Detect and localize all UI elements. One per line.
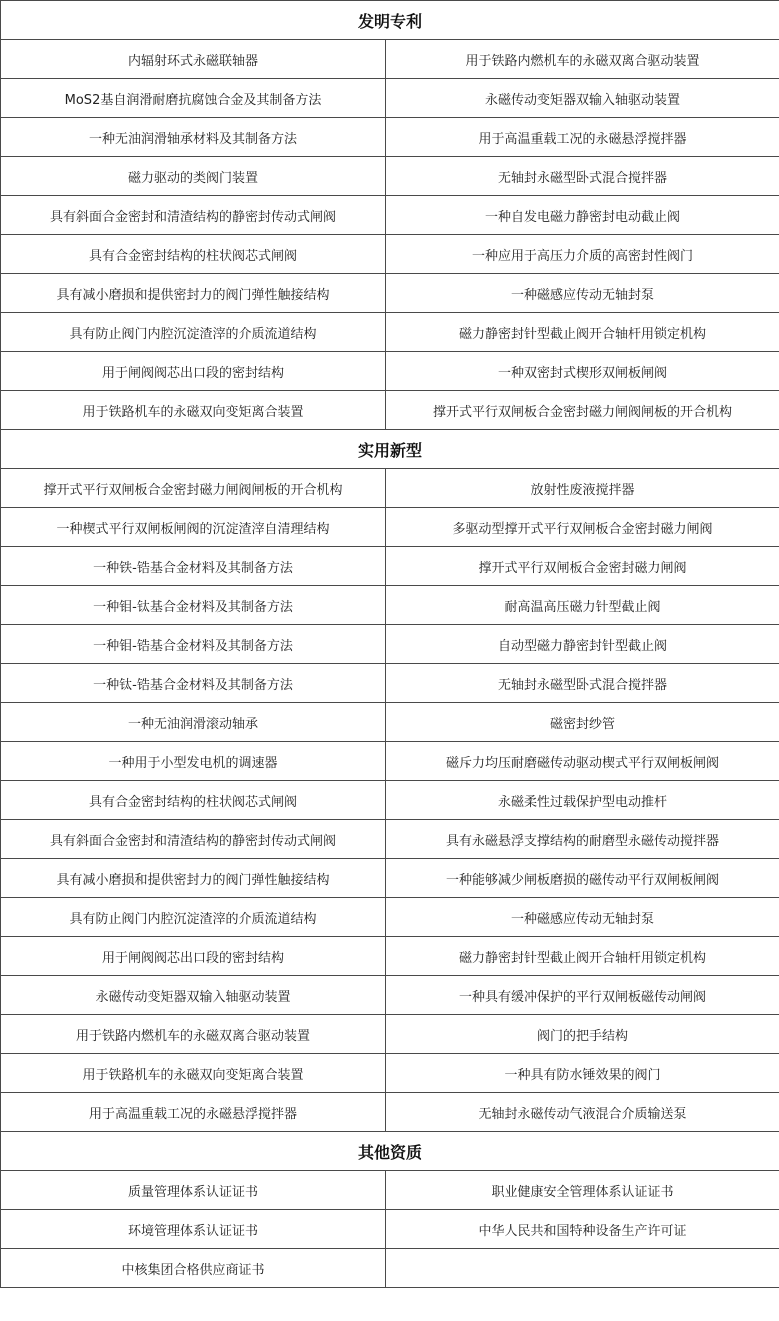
right-item-cell: 多驱动型撑开式平行双闸板合金密封磁力闸阀 <box>386 508 779 547</box>
right-item-cell: 阀门的把手结构 <box>386 1015 779 1054</box>
right-item-cell: 磁力静密封针型截止阀开合轴杆用锁定机构 <box>386 937 779 976</box>
table-row <box>1 820 779 859</box>
table-row <box>1 976 779 1015</box>
section-invention-patents-header-row <box>1 1 779 40</box>
table-row <box>1 703 779 742</box>
table-row <box>1 469 779 508</box>
table-row <box>1 118 779 157</box>
left-item-cell: 具有合金密封结构的柱状阀芯式闸阀 <box>1 781 386 820</box>
right-item-cell: 一种具有防水锤效果的阀门 <box>386 1054 779 1093</box>
section-other-qualifications-header-row <box>1 1132 779 1171</box>
left-item-cell: 具有防止阀门内腔沉淀渣滓的介质流道结构 <box>1 313 386 352</box>
left-item-cell: 用于高温重载工况的永磁悬浮搅拌器 <box>1 1093 386 1132</box>
table-row <box>1 508 779 547</box>
left-item-cell: 磁力驱动的类阀门装置 <box>1 157 386 196</box>
left-item-cell: 中核集团合格供应商证书 <box>1 1249 386 1288</box>
left-item-cell: 内辐射环式永磁联轴器 <box>1 40 386 79</box>
left-item-cell: 用于铁路内燃机车的永磁双离合驱动装置 <box>1 1015 386 1054</box>
table-row <box>1 742 779 781</box>
right-item-cell: 磁密封纱管 <box>386 703 779 742</box>
table-row <box>1 1171 779 1210</box>
table-row <box>1 274 779 313</box>
left-item-cell: 一种无油润滑滚动轴承 <box>1 703 386 742</box>
right-item-cell: 磁力静密封针型截止阀开合轴杆用锁定机构 <box>386 313 779 352</box>
right-item-cell: 中华人民共和国特种设备生产许可证 <box>386 1210 779 1249</box>
right-item-cell: 职业健康安全管理体系认证证书 <box>386 1171 779 1210</box>
left-item-cell: 一种钼-锆基合金材料及其制备方法 <box>1 625 386 664</box>
table-row <box>1 196 779 235</box>
table-row <box>1 898 779 937</box>
table-row <box>1 352 779 391</box>
left-item-cell: 质量管理体系认证证书 <box>1 1171 386 1210</box>
right-item-cell: 一种具有缓冲保护的平行双闸板磁传动闸阀 <box>386 976 779 1015</box>
right-item-cell: 磁斥力均压耐磨磁传动驱动楔式平行双闸板闸阀 <box>386 742 779 781</box>
right-item-cell: 耐高温高压磁力针型截止阀 <box>386 586 779 625</box>
left-item-cell: 一种铁-锆基合金材料及其制备方法 <box>1 547 386 586</box>
right-item-cell: 一种磁感应传动无轴封泵 <box>386 898 779 937</box>
section-invention-patents-title: 发明专利 <box>1 1 779 40</box>
right-item-cell: 永磁柔性过载保护型电动推杆 <box>386 781 779 820</box>
left-item-cell: 永磁传动变矩器双输入轴驱动装置 <box>1 976 386 1015</box>
left-item-cell: 一种钛-锆基合金材料及其制备方法 <box>1 664 386 703</box>
table-row <box>1 1249 779 1288</box>
right-item-cell: 无轴封永磁型卧式混合搅拌器 <box>386 157 779 196</box>
right-item-cell: 撑开式平行双闸板合金密封磁力闸阀闸板的开合机构 <box>386 391 779 430</box>
table-row <box>1 235 779 274</box>
left-item-cell: 一种钼-钛基合金材料及其制备方法 <box>1 586 386 625</box>
left-item-cell: 用于铁路机车的永磁双向变矩离合装置 <box>1 1054 386 1093</box>
left-item-cell: 环境管理体系认证证书 <box>1 1210 386 1249</box>
table-row <box>1 586 779 625</box>
left-item-cell: 一种无油润滑轴承材料及其制备方法 <box>1 118 386 157</box>
table-row <box>1 625 779 664</box>
section-other-qualifications-title: 其他资质 <box>1 1132 779 1171</box>
left-item-cell: 具有合金密封结构的柱状阀芯式闸阀 <box>1 235 386 274</box>
table-body <box>1 1 779 1288</box>
table-row <box>1 1210 779 1249</box>
right-item-cell: 撑开式平行双闸板合金密封磁力闸阀 <box>386 547 779 586</box>
right-item-cell: 一种应用于高压力介质的高密封性阀门 <box>386 235 779 274</box>
right-item-cell: 自动型磁力静密封针型截止阀 <box>386 625 779 664</box>
left-item-cell: 具有防止阀门内腔沉淀渣滓的介质流道结构 <box>1 898 386 937</box>
right-item-cell: 放射性废液搅拌器 <box>386 469 779 508</box>
table-row <box>1 1054 779 1093</box>
right-item-cell: 一种自发电磁力静密封电动截止阀 <box>386 196 779 235</box>
right-item-cell: 一种能够减少闸板磨损的磁传动平行双闸板闸阀 <box>386 859 779 898</box>
left-item-cell: 具有减小磨损和提供密封力的阀门弹性触接结构 <box>1 274 386 313</box>
right-item-cell: 用于高温重载工况的永磁悬浮搅拌器 <box>386 118 779 157</box>
left-item-cell: 一种用于小型发电机的调速器 <box>1 742 386 781</box>
table-row <box>1 937 779 976</box>
right-item-cell: 永磁传动变矩器双输入轴驱动装置 <box>386 79 779 118</box>
table-row <box>1 40 779 79</box>
right-item-cell: 一种磁感应传动无轴封泵 <box>386 274 779 313</box>
left-item-cell: 用于闸阀阀芯出口段的密封结构 <box>1 937 386 976</box>
table-row <box>1 1093 779 1132</box>
section-utility-models-title: 实用新型 <box>1 430 779 469</box>
table-row <box>1 664 779 703</box>
left-item-cell: MoS2基自润滑耐磨抗腐蚀合金及其制备方法 <box>1 79 386 118</box>
left-item-cell: 具有减小磨损和提供密封力的阀门弹性触接结构 <box>1 859 386 898</box>
table-row <box>1 391 779 430</box>
table-row <box>1 859 779 898</box>
left-item-cell: 用于铁路机车的永磁双向变矩离合装置 <box>1 391 386 430</box>
table-row <box>1 781 779 820</box>
left-item-cell: 用于闸阀阀芯出口段的密封结构 <box>1 352 386 391</box>
left-item-cell: 具有斜面合金密封和清渣结构的静密封传动式闸阀 <box>1 820 386 859</box>
left-item-cell: 撑开式平行双闸板合金密封磁力闸阀闸板的开合机构 <box>1 469 386 508</box>
table-row <box>1 157 779 196</box>
right-item-cell: 用于铁路内燃机车的永磁双离合驱动装置 <box>386 40 779 79</box>
left-item-cell: 一种楔式平行双闸板闸阀的沉淀渣滓自清理结构 <box>1 508 386 547</box>
section-utility-models-header-row <box>1 430 779 469</box>
right-item-cell: 无轴封永磁传动气液混合介质输送泵 <box>386 1093 779 1132</box>
table-row <box>1 313 779 352</box>
table-row <box>1 79 779 118</box>
right-item-cell <box>386 1249 779 1288</box>
right-item-cell: 具有永磁悬浮支撑结构的耐磨型永磁传动搅拌器 <box>386 820 779 859</box>
table-row <box>1 547 779 586</box>
right-item-cell: 无轴封永磁型卧式混合搅拌器 <box>386 664 779 703</box>
left-item-cell: 具有斜面合金密封和清渣结构的静密封传动式闸阀 <box>1 196 386 235</box>
table-row <box>1 1015 779 1054</box>
right-item-cell: 一种双密封式楔形双闸板闸阀 <box>386 352 779 391</box>
